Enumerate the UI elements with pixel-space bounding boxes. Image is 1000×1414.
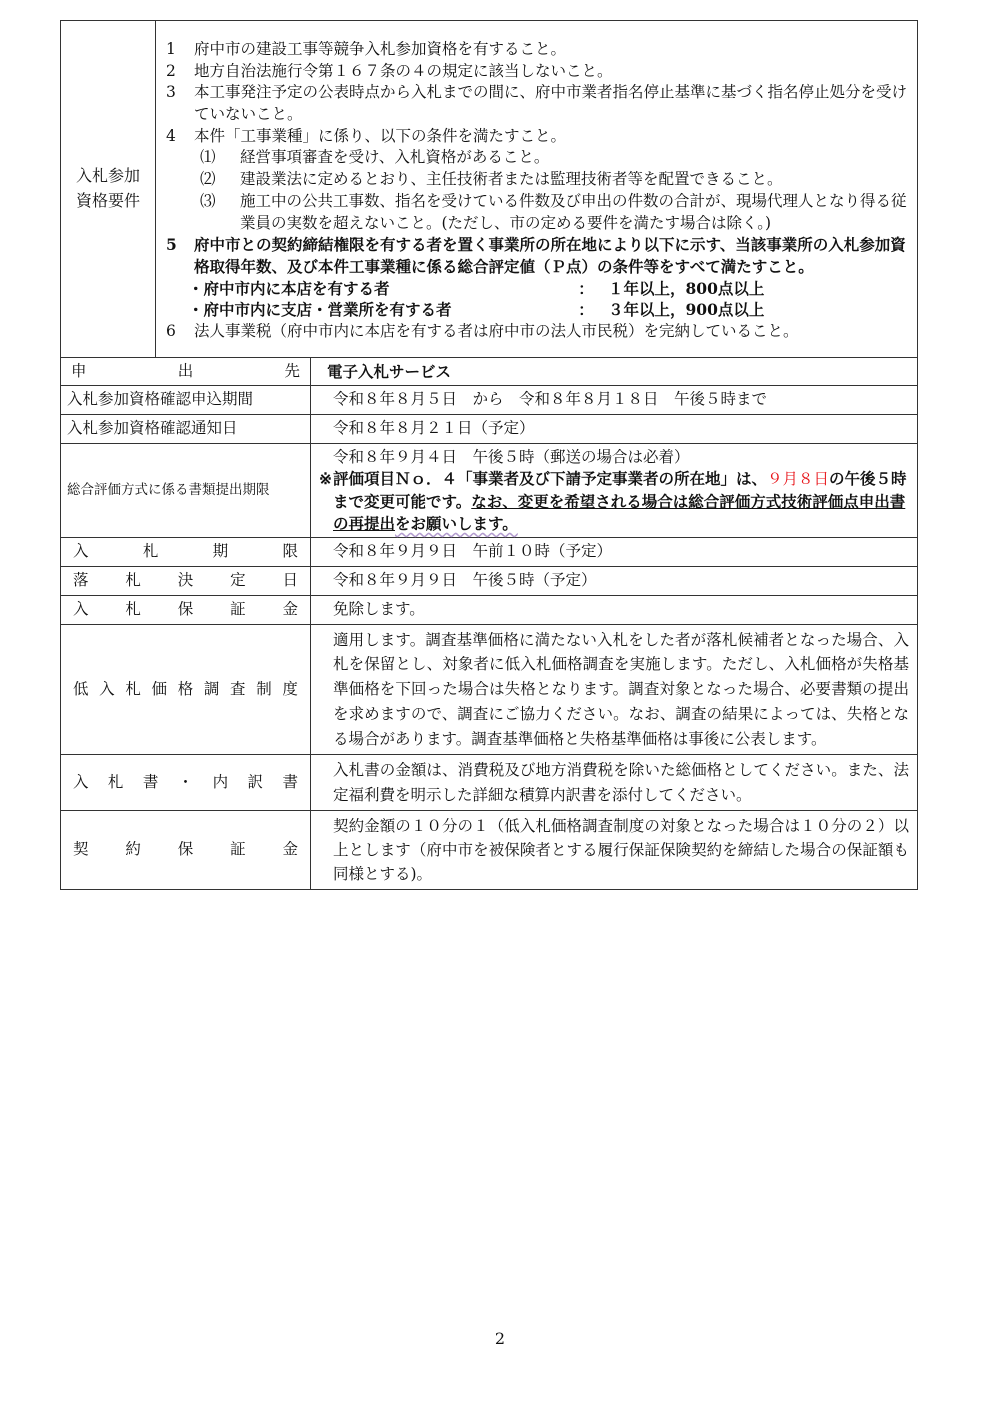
- contract-bond-label: 契 約 保 証 金: [61, 810, 311, 889]
- low-bid-survey-label: 低 入 札 価 格 調 査 制 度: [61, 624, 311, 755]
- low-bid-survey-value: 適用します。調査基準価格に満たない入札をした者が落札候補者となった場合、入札を保留とし、対象者に低入札価格調査を実施します。ただし、入札価格が失格基準価格を下回った場合は失格となります。調査対象となった場合、必要書類の提出を求めますので、調査にご協力ください。なお、調査の結果によっては、失格となる場合があります。調査基準価格と失格基準価格は事後に公表します。: [311, 624, 918, 755]
- document-deadline-value: 令和８年９月４日 午後５時（郵送の場合は必着） ※ 評価項目Ｎｏ．４「事業者及び下請予定事業者の所在地」は、９月８日の午後５時まで変更可能です。なお、変更を希望される場合は総合評価方式技術評価点申出書の再提出をお願いします。: [311, 443, 918, 538]
- award-date-label: 落 札 決 定 日: [61, 567, 311, 596]
- qualification-table: [60, 20, 918, 358]
- row-bid-form: [61, 755, 918, 810]
- row-bid-deadline: [61, 538, 918, 567]
- bid-form-value: 入札書の金額は、消費税及び地方消費税を除いた総価格としてください。また、法定福利費を明示した詳細な積算内訳書を添付してください。: [311, 755, 918, 810]
- application-period-label: 入札参加資格確認申込期間: [61, 386, 311, 415]
- row-document-deadline: [61, 443, 918, 538]
- qualification-requirements: [156, 21, 918, 358]
- qualification-label-line2: 資格要件: [75, 190, 140, 210]
- requirement-item-6: 6 法人事業税（府中市内に本店を有する者は府中市の法人市民税）を完納していること。: [166, 321, 799, 340]
- requirement-item: 1 府中市の建設工事等競争入札参加資格を有すること。: [166, 40, 567, 58]
- bid-bond-label: 入 札 保 証 金: [61, 595, 311, 624]
- requirement-subitem: ⑵ 建設業法に定めるとおり、主任技術者または監理技術者等を配置できること。: [200, 170, 783, 189]
- row-bid-bond: [61, 595, 918, 624]
- qualification-label-line1: 入札参加: [75, 166, 140, 186]
- notification-date-label: 入札参加資格確認通知日: [61, 415, 311, 444]
- row-contract-bond: [61, 810, 918, 889]
- highlight-date: ９月８日: [767, 470, 830, 489]
- qualification-label: [61, 21, 156, 358]
- row-application-period: [61, 386, 918, 415]
- document-deadline-note: ※ 評価項目Ｎｏ．４「事業者及び下請予定事業者の所在地」は、９月８日の午後５時まで変更可能です。なお、変更を希望される場合は総合評価方式技術評価点申出書の再提出をお願いします。: [319, 469, 907, 533]
- row-award-date: [61, 567, 918, 596]
- row-low-bid-survey: [61, 624, 918, 755]
- submit-to-label: 申 出 先: [61, 357, 311, 386]
- bid-deadline-label: 入 札 期 限: [61, 538, 311, 567]
- condition-row-head-office: ・府中市内に本店を有する者 ： １年以上，800点以上: [188, 278, 765, 298]
- award-date-value: 令和８年９月９日 午後５時（予定）: [311, 567, 918, 596]
- application-period-value: 令和８年８月５日 から 令和８年８月１８日 午後５時まで: [311, 386, 918, 415]
- bid-deadline-value: 令和８年９月９日 午前１０時（予定）: [311, 538, 918, 567]
- schedule-table: [60, 357, 918, 890]
- document-page: [60, 20, 918, 890]
- page-number: 2: [494, 1329, 506, 1348]
- requirement-item-5: 5 府中市との契約締結権限を有する者を置く事業所の所在地により以下に示す、当該事業所の入札参加資格取得年数、及び本件工事業種に係る総合評定値（Ｐ点）の条件等をすべて満たすこと。: [166, 235, 906, 276]
- requirement-subitem: ⑶ 施工中の公共工事数、指名を受けている件数及び申出の件数の合計が、現場代理人となり得る従業員の実数を超えないこと。(ただし、市の定める要件を満たす場合は除く。): [200, 191, 907, 232]
- notification-date-value: 令和８年８月２１日（予定）: [311, 415, 918, 444]
- requirement-item: 3 本工事発注予定の公表時点から入札までの間に、府中市業者指名停止基準に基づく指名停止処分を受けていないこと。: [166, 83, 908, 124]
- condition-row-branch-office: ・府中市内に支店・営業所を有する者 ： ３年以上，900点以上: [188, 300, 765, 320]
- requirement-subitem: ⑴ 経営事項審査を受け、入札資格があること。: [200, 148, 550, 167]
- submit-to-value: 電子入札サービス: [311, 357, 918, 386]
- requirement-item: 4 本件「工事業種」に係り、以下の条件を満たすこと。: [166, 126, 567, 145]
- row-submit-to: [61, 357, 918, 386]
- bid-form-label: 入 札 書 ・ 内 訳 書: [61, 755, 311, 810]
- document-deadline-label: 総合評価方式に係る書類提出期限: [61, 443, 311, 538]
- contract-bond-value: 契約金額の１０分の１（低入札価格調査制度の対象となった場合は１０分の２）以上とします（府中市を被保険者とする履行保証保険契約を締結した場合の保証額も同様とする)。: [311, 810, 918, 889]
- requirement-item: 2 地方自治法施行令第１６７条の４の規定に該当しないこと。: [166, 61, 613, 80]
- row-notification-date: [61, 415, 918, 444]
- bid-bond-value: 免除します。: [311, 595, 918, 624]
